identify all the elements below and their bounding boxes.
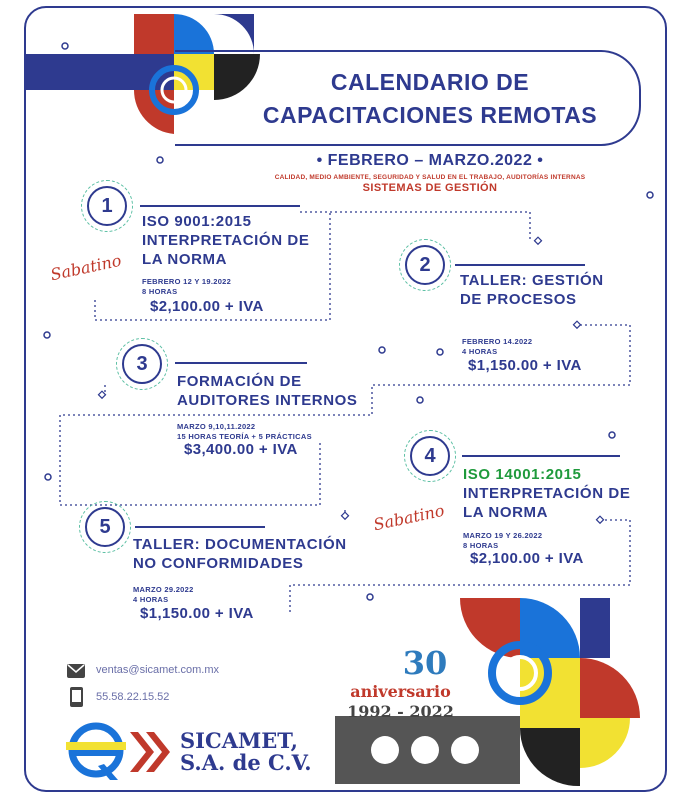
- course-price-5: $1,150.00 + IVA: [140, 605, 254, 622]
- course-date-4: [463, 531, 542, 551]
- course-date-5: [133, 585, 194, 605]
- course-5-date: MARZO 29.2022: [133, 585, 194, 594]
- course-number-1: 1: [87, 186, 127, 226]
- phone-icon: [70, 687, 83, 707]
- course-2-line-2: DE PROCESOS: [460, 291, 577, 308]
- divider-2: [455, 264, 585, 266]
- course-number-2: 2: [405, 245, 445, 285]
- course-date-1: [142, 277, 231, 297]
- course-title-2: [460, 271, 604, 309]
- mail-icon: [67, 664, 85, 678]
- sabatino-badge-4: Sabatino: [371, 500, 446, 535]
- course-1-line-2: INTERPRETACIÓN DE: [142, 232, 310, 249]
- company-name: [180, 730, 312, 774]
- course-4-date: MARZO 19 Y 26.2022: [463, 531, 543, 540]
- course-4-hours: 8 HORAS: [463, 541, 499, 550]
- course-3-date: MARZO 9,10,11.2022: [177, 422, 256, 431]
- course-5-line-2: NO CONFORMIDADES: [133, 555, 304, 572]
- course-title-5: [133, 535, 347, 573]
- anniversary-years: 1992 - 2022: [347, 702, 454, 721]
- course-price-2: $1,150.00 + IVA: [468, 357, 582, 374]
- course-5-line-1: TALLER: DOCUMENTACIÓN: [133, 536, 347, 553]
- anniversary-number: 30: [402, 644, 448, 682]
- course-title-4: [463, 465, 630, 522]
- course-2-date: FEBRERO 14.2022: [462, 337, 533, 346]
- course-date-2: [462, 337, 532, 357]
- sabatino-badge-1: Sabatino: [48, 250, 123, 285]
- divider-5: [135, 526, 265, 528]
- course-number-4: 4: [410, 436, 450, 476]
- title-line-1: CALENDARIO DE: [330, 69, 530, 95]
- course-5-hours: 4 HORAS: [133, 595, 169, 604]
- course-1-line-1: ISO 9001:2015: [142, 213, 252, 230]
- course-1-date: FEBRERO 12 Y 19.2022: [142, 277, 232, 286]
- course-number-3: 3: [122, 344, 162, 384]
- topics-text: CALIDAD, MEDIO AMBIENTE, SEGURIDAD Y SALUD EN EL TRABAJO, AUDITORÍAS INTERNAS: [274, 174, 586, 181]
- system-label: SISTEMAS DE GESTIÓN: [362, 182, 498, 194]
- course-number-5: 5: [85, 507, 125, 547]
- course-title-3: [177, 372, 358, 410]
- course-4-line-3: LA NORMA: [463, 504, 549, 521]
- course-price-4: $2,100.00 + IVA: [470, 550, 584, 567]
- course-price-3: $3,400.00 + IVA: [184, 441, 298, 458]
- date-range: • FEBRERO – MARZO.2022 •: [316, 152, 544, 169]
- company-name-line-2: S.A. de C.V.: [180, 750, 312, 775]
- course-3-hours: 15 HORAS TEORÍA + 5 PRÁCTICAS: [177, 432, 312, 441]
- course-1-line-3: LA NORMA: [142, 251, 228, 268]
- title-line-2: CAPACITACIONES REMOTAS: [262, 102, 598, 128]
- course-2-hours: 4 HORAS: [462, 347, 498, 356]
- course-3-line-2: AUDITORES INTERNOS: [177, 392, 358, 409]
- course-date-3: [177, 422, 312, 442]
- anniversary-label: aniversario: [350, 682, 451, 701]
- divider-4: [462, 455, 620, 457]
- course-price-1: $2,100.00 + IVA: [150, 298, 264, 315]
- contact-phone[interactable]: 55.58.22.15.52: [96, 691, 170, 703]
- company-name-line-1: SICAMET,: [180, 728, 298, 753]
- contact-email[interactable]: ventas@sicamet.com.mx: [96, 664, 220, 676]
- sicamet-q-logo: [66, 720, 176, 784]
- course-4-line-1: ISO 14001:2015: [463, 466, 582, 483]
- course-4-line-2: INTERPRETACIÓN DE: [463, 485, 631, 502]
- course-3-line-1: FORMACIÓN DE: [177, 373, 302, 390]
- course-1-hours: 8 HORAS: [142, 287, 178, 296]
- course-2-line-1: TALLER: GESTIÓN: [460, 272, 604, 289]
- divider-1: [140, 205, 300, 207]
- divider-3: [175, 362, 307, 364]
- course-title-1: [142, 212, 309, 269]
